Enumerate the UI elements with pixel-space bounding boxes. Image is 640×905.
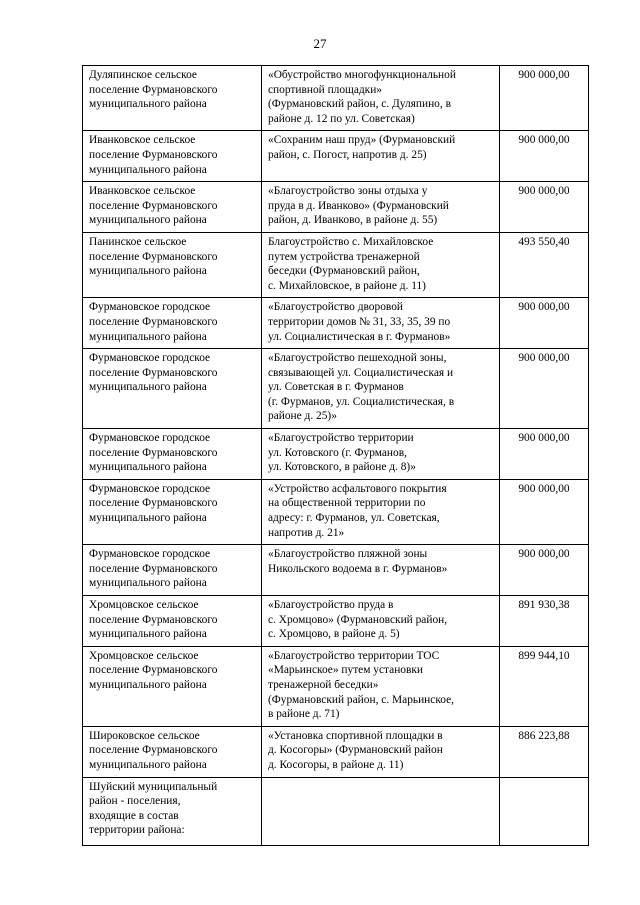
table-row [83,726,589,777]
municipality-cell-line: Фурмановское городское [89,432,211,445]
project-cell-line: «Установка спортивной площадки в [268,729,443,742]
municipality-cell-line: район - поселения, [89,795,181,808]
municipality-cell-line: муниципального района [89,758,207,771]
project-cell-line: территории домов № 31, 33, 35, 39 по [268,315,451,328]
amount-cell: 900 000,00 [500,429,589,480]
municipality-cell [83,646,262,726]
table-row [83,131,589,182]
project-cell-line: адресу: г. Фурманов, ул. Советская, [268,512,440,525]
project-cell [262,349,500,429]
municipality-cell-line: поселение Фурмановского [89,199,218,212]
project-cell-line: в районе д. 71) [268,708,340,721]
project-cell-line: д. Косогоры» (Фурмановский район [268,744,443,757]
project-cell [262,777,500,845]
project-cell-line: «Благоустройство дворовой [268,301,403,314]
project-cell-line: «Благоустройство территории [268,432,414,445]
municipality-cell-line: Панинское сельское [89,235,187,248]
municipality-cell-line: муниципального района [89,512,207,525]
project-cell [262,596,500,647]
municipality-cell-line: Фурмановское городское [89,301,211,314]
project-cell-line: «Благоустройство зоны отдыха у [268,185,428,198]
project-cell-line: на общественной территории по [268,497,426,510]
project-cell-line: ул. Советская в г. Фурманов [268,381,404,394]
municipality-cell [83,479,262,544]
amount-cell: 900 000,00 [500,66,589,131]
amount-cell: 900 000,00 [500,479,589,544]
municipality-cell-line: Хромцовское сельское [89,599,199,611]
amount-cell: 900 000,00 [500,131,589,182]
amount-cell: 886 223,88 [500,726,589,777]
municipality-cell-line: Широковское сельское [89,729,200,742]
project-cell-line: «Благоустройство территории ТОС [268,649,440,662]
project-cell-line: беседки (Фурмановский район, [268,265,420,278]
amount-cell: 900 000,00 [500,182,589,233]
project-cell-line: район, д. Иванково, в районе д. 55) [268,214,438,227]
project-cell-line: «Обустройство многофункциональной [268,69,456,81]
table-row [83,66,589,131]
page-number: 27 [313,36,327,51]
project-cell-line: (Фурмановский район, с. Дуляпино, в [268,98,451,111]
project-cell-line: ул. Котовского (г. Фурманов, [268,446,407,459]
project-cell-line: районе д. 12 по ул. Советская) [268,112,415,125]
municipality-cell-line: муниципального района [89,98,207,111]
municipality-cell-line: муниципального района [89,678,207,691]
project-cell-line: район, с. Погост, напротив д. 25) [268,148,427,161]
project-cell-line: «Сохраним наш пруд» (Фурмановский [268,134,456,147]
table-row [83,777,589,845]
municipality-cell-line: поселение Фурмановского [89,83,218,96]
amount-cell: 900 000,00 [500,349,589,429]
project-cell [262,726,500,777]
municipality-cell-line: поселение Фурмановского [89,148,218,161]
municipality-cell-line: Фурмановское городское [89,548,211,561]
project-cell-line: напротив д. 21» [268,526,345,539]
project-cell-line: путем устройства тренажерной [268,250,420,263]
project-cell-line: «Устройство асфальтового покрытия [268,482,447,495]
municipality-cell-line: поселение Фурмановского [89,366,218,379]
municipality-cell-line: поселение Фурмановского [89,613,218,626]
project-cell-line: (Фурмановский район, с. Марьинское, [268,693,455,706]
project-cell-line: ул. Социалистическая в г. Фурманов» [268,330,451,343]
project-cell-line: с. Михайловское, в районе д. 11) [268,279,426,292]
table-body [83,66,589,846]
municipality-cell-line: муниципального района [89,214,207,227]
table-row [83,596,589,647]
table-row [83,298,589,349]
project-cell-line: пруда в д. Иванково» (Фурмановский [268,199,449,212]
project-cell-line: д. Косогоры, в районе д. 11) [268,758,404,771]
municipality-cell-line: Дуляпинское сельское [89,69,197,81]
project-cell-line: «Благоустройство пруда в [268,599,394,611]
project-cell-line: с. Хромцово, в районе д. 5) [268,628,400,641]
project-cell-line: спортивной площадки» [268,83,383,96]
municipality-cell [83,232,262,297]
project-cell [262,479,500,544]
project-cell-line: «Благоустройство пляжной зоны [268,548,428,561]
project-cell-line: (г. Фурманов, ул. Социалистическая, в [268,395,455,408]
table-row [83,479,589,544]
municipality-cell [83,777,262,845]
municipality-cell-line: муниципального района [89,330,207,343]
municipality-cell-line: муниципального района [89,163,207,176]
municipality-cell [83,349,262,429]
funding-table [82,65,589,846]
project-cell [262,66,500,131]
municipality-cell [83,66,262,131]
project-cell [262,232,500,297]
municipality-cell-line: муниципального района [89,461,207,474]
project-cell [262,545,500,596]
municipality-cell-line: поселение Фурмановского [89,315,218,328]
project-cell [262,429,500,480]
municipality-cell-line: муниципального района [89,577,207,590]
municipality-cell [83,298,262,349]
municipality-cell-line: входящие в состав [89,809,179,822]
project-cell-line: «Благоустройство пешеходной зоны, [268,352,447,365]
municipality-cell [83,429,262,480]
amount-cell: 900 000,00 [500,298,589,349]
table-row [83,429,589,480]
municipality-cell-line: муниципального района [89,381,207,394]
municipality-cell [83,726,262,777]
municipality-cell-line: муниципального района [89,265,207,278]
table-row [83,182,589,233]
project-cell [262,131,500,182]
municipality-cell-line: Иванковское сельское [89,134,196,147]
project-cell-line: с. Хромцово» (Фурмановский район, [268,613,448,626]
project-cell-line: Никольского водоема в г. Фурманов» [268,562,448,575]
table-row [83,349,589,429]
municipality-cell-line: поселение Фурмановского [89,744,218,757]
amount-cell: 899 944,10 [500,646,589,726]
amount-cell [500,777,589,845]
project-cell-line: связывающей ул. Социалистическая и [268,366,454,379]
municipality-cell-line: Шуйский муниципальный [89,780,218,793]
table-row [83,545,589,596]
table-row [83,232,589,297]
project-cell-line: тренажерной беседки» [268,678,379,691]
municipality-cell [83,545,262,596]
amount-cell: 493 550,40 [500,232,589,297]
municipality-cell [83,596,262,647]
municipality-cell [83,182,262,233]
project-cell-line: Благоустройство с. Михайловское [268,235,434,248]
table-row [83,646,589,726]
municipality-cell-line: Иванковское сельское [89,185,196,198]
project-cell [262,182,500,233]
municipality-cell-line: Хромцовское сельское [89,649,199,662]
municipality-cell-line: муниципального района [89,628,207,641]
amount-cell: 891 930,38 [500,596,589,647]
project-cell [262,298,500,349]
municipality-cell-line: поселение Фурмановского [89,446,218,459]
project-cell-line: ул. Котовского, в районе д. 8)» [268,461,416,474]
municipality-cell-line: Фурмановское городское [89,352,211,365]
municipality-cell-line: поселение Фурмановского [89,562,218,575]
project-cell-line: «Марьинское» путем установки [268,664,424,677]
municipality-cell-line: территории района: [89,824,185,837]
municipality-cell-line: поселение Фурмановского [89,250,218,263]
municipality-cell [83,131,262,182]
municipality-cell-line: поселение Фурмановского [89,664,218,677]
amount-cell: 900 000,00 [500,545,589,596]
municipality-cell-line: поселение Фурмановского [89,497,218,510]
municipality-cell-line: Фурмановское городское [89,482,211,495]
project-cell [262,646,500,726]
project-cell-line: районе д. 25)» [268,410,337,423]
